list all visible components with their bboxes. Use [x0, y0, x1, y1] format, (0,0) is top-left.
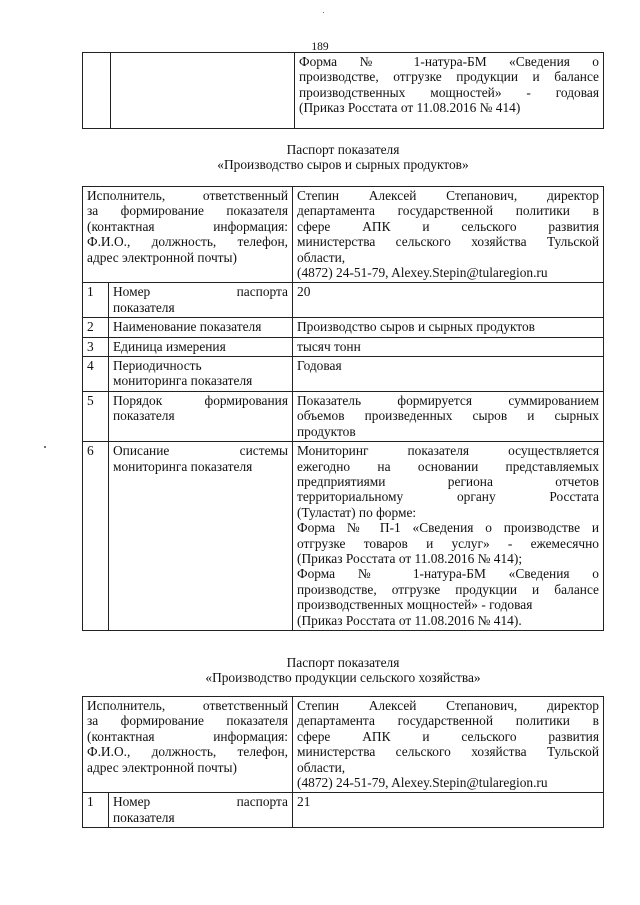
- text-line: объемов произведенных сыров и сырных: [297, 408, 599, 424]
- row-number: 6: [83, 442, 109, 631]
- text-line: мониторинга показателя: [113, 458, 253, 474]
- text-line: (Туластат) по форме:: [297, 504, 417, 520]
- passport-title: Паспорт показателя: [286, 142, 400, 157]
- text-line: Ф.И.О., должность, телефон,: [87, 744, 288, 760]
- text-line: (контактная информация:: [87, 218, 288, 234]
- text-line: производственных мощностей» - годовая: [299, 84, 599, 100]
- row-label: [109, 793, 293, 828]
- text-line: Номер паспорта: [113, 284, 288, 300]
- text-line: Описание системы: [113, 443, 288, 459]
- num-cell: [83, 53, 111, 129]
- table-row: [83, 793, 604, 828]
- executor-value-cell: [293, 187, 604, 283]
- row-number: 1: [83, 283, 109, 318]
- text-line: (Приказ Росстата от 11.08.2016 № 414);: [297, 550, 523, 566]
- row-label: [109, 357, 293, 392]
- row-value: 20: [293, 283, 604, 318]
- text-line: предприятиями региона отчетов: [297, 473, 599, 489]
- row-number: 2: [83, 318, 109, 337]
- executor-row: [83, 187, 604, 283]
- text-line: производственных мощностей» - годовая: [297, 597, 533, 613]
- executor-label-cell: [83, 187, 293, 283]
- text-line: департамента государственной политики в: [297, 203, 599, 219]
- text-line: Степин Алексей Степанович, директор: [297, 188, 599, 203]
- label-cell: [111, 53, 295, 129]
- text-line: (Приказ Росстата от 11.08.2016 № 414).: [297, 612, 522, 628]
- table-row: [83, 391, 604, 441]
- text-line: (4872) 24-51-79, Alexey.Stepin@tularegion.ru: [297, 265, 548, 281]
- text-line: Исполнитель, ответственный: [87, 698, 288, 713]
- text-line: производстве, отгрузке продукции и балансе: [297, 581, 599, 597]
- text-line: Ф.И.О., должность, телефон,: [87, 234, 288, 250]
- text-line: показателя: [113, 299, 175, 315]
- text-line: Порядок формирования: [113, 392, 288, 408]
- text-line: (4872) 24-51-79, Alexey.Stepin@tularegion.ru: [297, 775, 548, 791]
- text-line: Форма № П-1 «Сведения о производстве и: [297, 520, 599, 536]
- text-line: (Приказ Росстата от 11.08.2016 № 414): [299, 100, 521, 116]
- text-line: мониторинга показателя: [113, 373, 253, 389]
- text-line: Периодичность: [113, 358, 202, 374]
- passport-title: Паспорт показателя: [286, 655, 400, 670]
- text-line: за формирование показателя: [87, 203, 288, 219]
- text-line: Показатель формируется суммированием: [297, 392, 599, 408]
- row-number: 4: [83, 357, 109, 392]
- row-value: 21: [293, 793, 604, 828]
- table-row: [83, 442, 604, 631]
- text-line: сфере АПК и сельского развития: [297, 218, 599, 234]
- text-line: производстве, отгрузке продукции и балансе: [299, 69, 599, 85]
- row-value: тысяч тонн: [293, 337, 604, 356]
- executor-value-cell: [293, 697, 604, 793]
- row-value: [293, 442, 604, 631]
- row-number: 1: [83, 793, 109, 828]
- row-number: 5: [83, 391, 109, 441]
- text-line: за формирование показателя: [87, 713, 288, 729]
- table-row: [83, 318, 604, 337]
- row-value: Годовая: [293, 357, 604, 392]
- text-line: министерства сельского хозяйства Тульской: [297, 234, 599, 250]
- row-number: 3: [83, 337, 109, 356]
- row-label: Наименование показателя: [109, 318, 293, 337]
- page-number: 189: [311, 41, 329, 53]
- passport-table-1: [82, 186, 604, 631]
- row-label: [109, 391, 293, 441]
- text-line: министерства сельского хозяйства Тульской: [297, 744, 599, 760]
- row-label: [109, 442, 293, 631]
- executor-row: [83, 697, 604, 793]
- row-value: Производство сыров и сырных продуктов: [293, 318, 604, 337]
- text-line: Степин Алексей Степанович, директор: [297, 698, 599, 713]
- text-line: показателя: [113, 809, 175, 825]
- text-line: Форма № 1-натура-БМ «Сведения о: [297, 566, 599, 582]
- table-row: [83, 283, 604, 318]
- row-label: Единица измерения: [109, 337, 293, 356]
- row-label: [109, 283, 293, 318]
- text-line: (контактная информация:: [87, 728, 288, 744]
- text-line: территориальному органу Росстата: [297, 489, 599, 505]
- row-value: [293, 391, 604, 441]
- text-line: области,: [297, 759, 346, 775]
- table-row: [83, 337, 604, 356]
- text-line: показателя: [113, 408, 175, 424]
- table-row: [83, 53, 604, 129]
- text-line: сфере АПК и сельского развития: [297, 728, 599, 744]
- text-line: ежегодно на основании представляемых: [297, 458, 599, 474]
- text-line: отгрузке товаров и услуг» - ежемесячно: [297, 535, 599, 551]
- value-cell: [295, 53, 604, 129]
- passport-subtitle: «Производство сыров и сырных продуктов»: [217, 157, 469, 172]
- passport-subtitle: «Производство продукции сельского хозяйства»: [205, 670, 481, 685]
- scan-speck: [323, 12, 324, 13]
- executor-label-cell: [83, 697, 293, 793]
- text-line: Форма № 1-натура-БМ «Сведения о: [299, 54, 599, 69]
- passport-table-2: [82, 696, 604, 828]
- table-row: [83, 357, 604, 392]
- text-line: Исполнитель, ответственный: [87, 188, 288, 203]
- continuation-table: [82, 52, 604, 129]
- text-line: продуктов: [297, 423, 356, 439]
- text-line: Мониторинг показателя осуществляется: [297, 443, 599, 459]
- text-line: области,: [297, 249, 346, 265]
- text-line: Номер паспорта: [113, 794, 288, 810]
- text-line: адрес электронной почты): [87, 249, 237, 265]
- text-line: адрес электронной почты): [87, 759, 237, 775]
- scan-speck: [44, 446, 46, 448]
- text-line: департамента государственной политики в: [297, 713, 599, 729]
